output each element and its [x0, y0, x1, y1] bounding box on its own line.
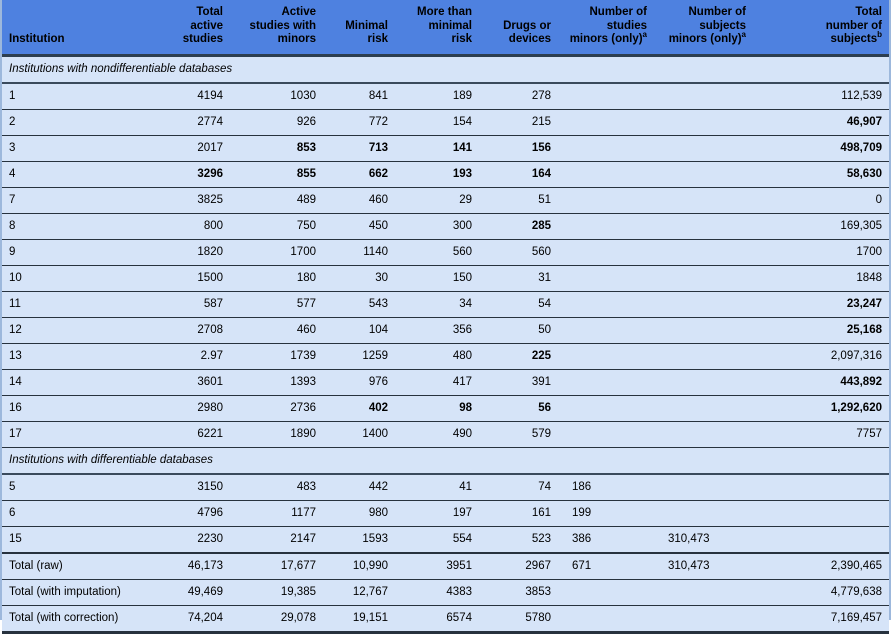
cell-number_of_subjects_minors_only: [654, 135, 753, 161]
cell-more_than_minimal_risk: 3951: [395, 553, 479, 580]
col-header-line: subjects: [699, 19, 746, 32]
col-header-line: studies: [182, 33, 223, 45]
col-header-line: subjects: [830, 33, 878, 45]
footnote-marker: a: [642, 30, 647, 40]
cell-total_active_studies: 587: [152, 291, 230, 317]
cell-more_than_minimal_risk: 490: [395, 421, 479, 447]
cell-total_number_of_subjects: 498,709: [753, 135, 889, 161]
table-row: [2, 526, 889, 553]
cell-number_of_subjects_minors_only: [654, 421, 753, 447]
cell-number_of_studies_minors_only: [558, 421, 654, 447]
cell-drugs_or_devices: 31: [479, 265, 558, 291]
cell-active_studies_with_minors: 1393: [230, 369, 323, 395]
cell-active_studies_with_minors: 1739: [230, 343, 323, 369]
institutions-studies-table: [2, 0, 889, 634]
cell-active_studies_with_minors: 1030: [230, 83, 323, 110]
section-header-row: [2, 55, 889, 83]
cell-total_number_of_subjects: 4,779,638: [753, 579, 889, 605]
cell-total_active_studies: 3601: [152, 369, 230, 395]
cell-total_active_studies: 4796: [152, 500, 230, 526]
table-header-row: [2, 0, 889, 55]
cell-institution: 9: [2, 239, 152, 265]
col-header-line: Minimal: [345, 19, 388, 32]
table-row: [2, 239, 889, 265]
cell-minimal_risk: 402: [323, 395, 395, 421]
cell-total_number_of_subjects: 112,539: [753, 83, 889, 110]
cell-more_than_minimal_risk: 193: [395, 161, 479, 187]
cell-institution: Total (with correction): [2, 605, 152, 632]
cell-total_active_studies: 2774: [152, 109, 230, 135]
cell-drugs_or_devices: 225: [479, 343, 558, 369]
col-header-line: Institution: [9, 33, 65, 45]
cell-total_number_of_subjects: 23,247: [753, 291, 889, 317]
cell-more_than_minimal_risk: 150: [395, 265, 479, 291]
cell-number_of_studies_minors_only: [558, 579, 654, 605]
col-header-active-studies-with-minors: [230, 0, 323, 55]
table-row: [2, 187, 889, 213]
cell-drugs_or_devices: 579: [479, 421, 558, 447]
cell-number_of_studies_minors_only: [558, 343, 654, 369]
cell-drugs_or_devices: 3853: [479, 579, 558, 605]
cell-institution: 8: [2, 213, 152, 239]
cell-more_than_minimal_risk: 154: [395, 109, 479, 135]
cell-total_active_studies: 800: [152, 213, 230, 239]
cell-number_of_subjects_minors_only: 310,473: [654, 553, 753, 580]
cell-minimal_risk: 1259: [323, 343, 395, 369]
cell-total_active_studies: 74,204: [152, 605, 230, 632]
cell-number_of_subjects_minors_only: [654, 605, 753, 632]
cell-institution: Total (with imputation): [2, 579, 152, 605]
cell-number_of_subjects_minors_only: [654, 317, 753, 343]
cell-minimal_risk: 772: [323, 109, 395, 135]
cell-number_of_studies_minors_only: [558, 109, 654, 135]
cell-number_of_studies_minors_only: [558, 317, 654, 343]
cell-drugs_or_devices: 285: [479, 213, 558, 239]
cell-total_active_studies: 2980: [152, 395, 230, 421]
cell-active_studies_with_minors: 1700: [230, 239, 323, 265]
cell-drugs_or_devices: 391: [479, 369, 558, 395]
cell-total_number_of_subjects: 1700: [753, 239, 889, 265]
cell-minimal_risk: 543: [323, 291, 395, 317]
cell-total_active_studies: 6221: [152, 421, 230, 447]
total-row: [2, 579, 889, 605]
table-head: [2, 0, 889, 55]
cell-total_number_of_subjects: 7,169,457: [753, 605, 889, 632]
cell-institution: 12: [2, 317, 152, 343]
cell-more_than_minimal_risk: 4383: [395, 579, 479, 605]
cell-drugs_or_devices: 164: [479, 161, 558, 187]
cell-more_than_minimal_risk: 560: [395, 239, 479, 265]
cell-number_of_subjects_minors_only: [654, 474, 753, 501]
col-header-line: devices: [508, 33, 551, 45]
cell-total_active_studies: 3825: [152, 187, 230, 213]
cell-number_of_subjects_minors_only: [654, 291, 753, 317]
cell-number_of_subjects_minors_only: [654, 239, 753, 265]
cell-number_of_studies_minors_only: [558, 291, 654, 317]
cell-more_than_minimal_risk: 189: [395, 83, 479, 110]
cell-minimal_risk: 713: [323, 135, 395, 161]
cell-total_active_studies: 2708: [152, 317, 230, 343]
cell-active_studies_with_minors: 460: [230, 317, 323, 343]
cell-number_of_subjects_minors_only: [654, 187, 753, 213]
col-header-number-of-studies-minors-only: [558, 0, 654, 55]
cell-number_of_studies_minors_only: [558, 605, 654, 632]
cell-more_than_minimal_risk: 300: [395, 213, 479, 239]
cell-drugs_or_devices: 74: [479, 474, 558, 501]
table-row: [2, 474, 889, 501]
col-header-total-active-studies: [152, 0, 230, 55]
cell-minimal_risk: 662: [323, 161, 395, 187]
cell-number_of_subjects_minors_only: [654, 83, 753, 110]
col-header-line: minors (only): [569, 33, 643, 45]
col-header-line: Active: [281, 6, 316, 18]
cell-total_number_of_subjects: 2,097,316: [753, 343, 889, 369]
cell-number_of_studies_minors_only: 186: [558, 474, 654, 501]
cell-total_active_studies: 2017: [152, 135, 230, 161]
col-header-line: minors (only): [668, 33, 742, 45]
table-row: [2, 109, 889, 135]
cell-total_number_of_subjects: 7757: [753, 421, 889, 447]
cell-number_of_studies_minors_only: 199: [558, 500, 654, 526]
col-header-minimal-risk: [323, 0, 395, 55]
cell-minimal_risk: 30: [323, 265, 395, 291]
col-header-number-of-subjects-minors-only: [654, 0, 753, 55]
cell-number_of_studies_minors_only: [558, 135, 654, 161]
cell-institution: 3: [2, 135, 152, 161]
cell-institution: 1: [2, 83, 152, 110]
cell-institution: 11: [2, 291, 152, 317]
cell-more_than_minimal_risk: 417: [395, 369, 479, 395]
cell-minimal_risk: 104: [323, 317, 395, 343]
cell-institution: Total (raw): [2, 553, 152, 580]
col-header-total-number-of-subjects: [753, 0, 889, 55]
col-header-institution: [2, 0, 152, 55]
cell-total_active_studies: 3296: [152, 161, 230, 187]
cell-total_number_of_subjects: 169,305: [753, 213, 889, 239]
cell-total_active_studies: 1820: [152, 239, 230, 265]
table-row: [2, 395, 889, 421]
cell-more_than_minimal_risk: 34: [395, 291, 479, 317]
cell-total_number_of_subjects: 443,892: [753, 369, 889, 395]
cell-drugs_or_devices: 54: [479, 291, 558, 317]
cell-institution: 4: [2, 161, 152, 187]
cell-total_number_of_subjects: 2,390,465: [753, 553, 889, 580]
cell-institution: 16: [2, 395, 152, 421]
cell-institution: 2: [2, 109, 152, 135]
col-header-line: Total: [855, 6, 882, 18]
cell-number_of_studies_minors_only: [558, 239, 654, 265]
table-row: [2, 500, 889, 526]
col-header-line: active: [190, 19, 223, 32]
cell-number_of_subjects_minors_only: [654, 395, 753, 421]
cell-institution: 17: [2, 421, 152, 447]
cell-number_of_studies_minors_only: [558, 187, 654, 213]
cell-total_active_studies: 4194: [152, 83, 230, 110]
cell-drugs_or_devices: 50: [479, 317, 558, 343]
cell-minimal_risk: 460: [323, 187, 395, 213]
footnote-marker: a: [741, 30, 746, 40]
cell-number_of_studies_minors_only: [558, 161, 654, 187]
cell-active_studies_with_minors: 855: [230, 161, 323, 187]
cell-drugs_or_devices: 161: [479, 500, 558, 526]
cell-total_number_of_subjects: [753, 474, 889, 501]
cell-total_active_studies: 1500: [152, 265, 230, 291]
cell-active_studies_with_minors: 180: [230, 265, 323, 291]
cell-active_studies_with_minors: 750: [230, 213, 323, 239]
cell-minimal_risk: 12,767: [323, 579, 395, 605]
col-header-more-than-minimal-risk: [395, 0, 479, 55]
cell-number_of_subjects_minors_only: [654, 213, 753, 239]
cell-more_than_minimal_risk: 41: [395, 474, 479, 501]
col-header-line: risk: [451, 33, 472, 45]
cell-active_studies_with_minors: 17,677: [230, 553, 323, 580]
cell-number_of_studies_minors_only: 671: [558, 553, 654, 580]
cell-active_studies_with_minors: 2736: [230, 395, 323, 421]
section-title: Institutions with differentiable databases: [2, 447, 889, 474]
cell-number_of_subjects_minors_only: [654, 579, 753, 605]
cell-active_studies_with_minors: 1177: [230, 500, 323, 526]
col-header-line: studies: [606, 19, 647, 32]
cell-total_active_studies: 2.97: [152, 343, 230, 369]
cell-drugs_or_devices: 278: [479, 83, 558, 110]
cell-drugs_or_devices: 523: [479, 526, 558, 553]
table-body: [2, 55, 889, 632]
cell-active_studies_with_minors: 853: [230, 135, 323, 161]
cell-number_of_studies_minors_only: [558, 213, 654, 239]
cell-more_than_minimal_risk: 554: [395, 526, 479, 553]
cell-active_studies_with_minors: 1890: [230, 421, 323, 447]
cell-total_number_of_subjects: 0: [753, 187, 889, 213]
table-row: [2, 83, 889, 110]
col-header-line: minimal: [428, 19, 472, 32]
cell-drugs_or_devices: 2967: [479, 553, 558, 580]
cell-more_than_minimal_risk: 6574: [395, 605, 479, 632]
cell-number_of_subjects_minors_only: [654, 343, 753, 369]
table-row: [2, 291, 889, 317]
cell-number_of_studies_minors_only: [558, 83, 654, 110]
cell-minimal_risk: 19,151: [323, 605, 395, 632]
cell-drugs_or_devices: 156: [479, 135, 558, 161]
cell-minimal_risk: 450: [323, 213, 395, 239]
cell-drugs_or_devices: 56: [479, 395, 558, 421]
cell-more_than_minimal_risk: 197: [395, 500, 479, 526]
cell-total_active_studies: 49,469: [152, 579, 230, 605]
cell-number_of_studies_minors_only: 386: [558, 526, 654, 553]
cell-total_number_of_subjects: 58,630: [753, 161, 889, 187]
cell-active_studies_with_minors: 29,078: [230, 605, 323, 632]
footnote-marker: b: [877, 30, 882, 40]
section-title: Institutions with nondifferentiable databases: [2, 55, 889, 83]
cell-drugs_or_devices: 51: [479, 187, 558, 213]
cell-institution: 6: [2, 500, 152, 526]
cell-more_than_minimal_risk: 356: [395, 317, 479, 343]
cell-number_of_subjects_minors_only: 310,473: [654, 526, 753, 553]
cell-number_of_subjects_minors_only: [654, 369, 753, 395]
cell-institution: 7: [2, 187, 152, 213]
col-header-line: studies with: [249, 19, 316, 32]
cell-drugs_or_devices: 560: [479, 239, 558, 265]
col-header-line: Total: [196, 6, 223, 18]
cell-total_number_of_subjects: [753, 500, 889, 526]
col-header-line: minors: [277, 33, 316, 45]
cell-total_number_of_subjects: 46,907: [753, 109, 889, 135]
cell-minimal_risk: 841: [323, 83, 395, 110]
cell-more_than_minimal_risk: 480: [395, 343, 479, 369]
cell-institution: 14: [2, 369, 152, 395]
section-header-row: [2, 447, 889, 474]
cell-number_of_subjects_minors_only: [654, 265, 753, 291]
cell-total_number_of_subjects: 1,292,620: [753, 395, 889, 421]
col-header-drugs-or-devices: [479, 0, 558, 55]
cell-institution: 13: [2, 343, 152, 369]
cell-active_studies_with_minors: 489: [230, 187, 323, 213]
cell-institution: 10: [2, 265, 152, 291]
cell-number_of_subjects_minors_only: [654, 500, 753, 526]
col-header-line: More than: [417, 6, 472, 18]
cell-total_active_studies: 2230: [152, 526, 230, 553]
cell-institution: 5: [2, 474, 152, 501]
cell-active_studies_with_minors: 483: [230, 474, 323, 501]
total-row: [2, 553, 889, 580]
cell-number_of_studies_minors_only: [558, 265, 654, 291]
cell-total_number_of_subjects: 1848: [753, 265, 889, 291]
cell-active_studies_with_minors: 926: [230, 109, 323, 135]
col-header-line: risk: [367, 33, 388, 45]
cell-active_studies_with_minors: 19,385: [230, 579, 323, 605]
cell-number_of_studies_minors_only: [558, 395, 654, 421]
cell-minimal_risk: 442: [323, 474, 395, 501]
table-row: [2, 369, 889, 395]
cell-total_active_studies: 46,173: [152, 553, 230, 580]
cell-active_studies_with_minors: 2147: [230, 526, 323, 553]
cell-total_number_of_subjects: 25,168: [753, 317, 889, 343]
cell-drugs_or_devices: 5780: [479, 605, 558, 632]
table-row: [2, 135, 889, 161]
col-header-line: number of: [825, 19, 882, 32]
table-row: [2, 317, 889, 343]
cell-minimal_risk: 1400: [323, 421, 395, 447]
cell-number_of_subjects_minors_only: [654, 109, 753, 135]
cell-drugs_or_devices: 215: [479, 109, 558, 135]
cell-minimal_risk: 980: [323, 500, 395, 526]
col-header-line: Number of: [589, 6, 647, 18]
total-row: [2, 605, 889, 632]
cell-minimal_risk: 1140: [323, 239, 395, 265]
table-row: [2, 421, 889, 447]
table-row: [2, 265, 889, 291]
table-row: [2, 213, 889, 239]
cell-minimal_risk: 976: [323, 369, 395, 395]
cell-more_than_minimal_risk: 141: [395, 135, 479, 161]
cell-minimal_risk: 10,990: [323, 553, 395, 580]
table-row: [2, 343, 889, 369]
cell-institution: 15: [2, 526, 152, 553]
cell-number_of_studies_minors_only: [558, 369, 654, 395]
cell-total_number_of_subjects: [753, 526, 889, 553]
cell-number_of_subjects_minors_only: [654, 161, 753, 187]
table-row: [2, 161, 889, 187]
col-header-line: Drugs or: [503, 19, 551, 32]
cell-minimal_risk: 1593: [323, 526, 395, 553]
cell-more_than_minimal_risk: 29: [395, 187, 479, 213]
cell-active_studies_with_minors: 577: [230, 291, 323, 317]
cell-total_active_studies: 3150: [152, 474, 230, 501]
cell-more_than_minimal_risk: 98: [395, 395, 479, 421]
col-header-line: Number of: [688, 6, 746, 18]
